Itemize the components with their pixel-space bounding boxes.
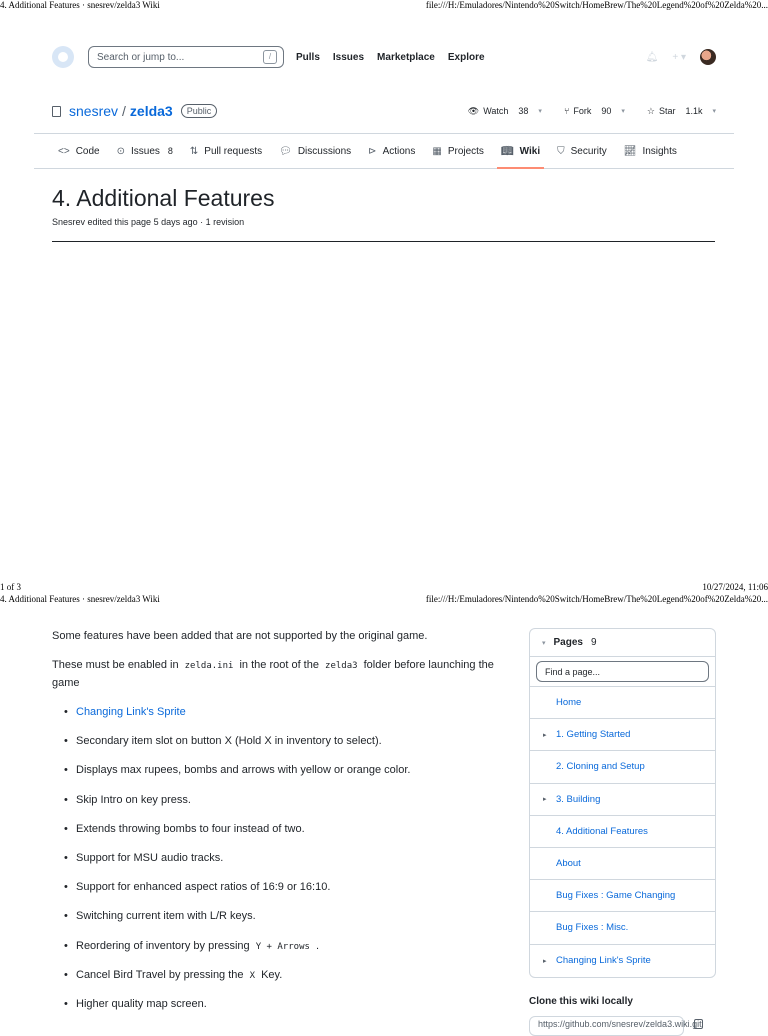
sidebar-item-home[interactable]: Home <box>530 687 715 719</box>
play-icon: ⊳ <box>368 145 377 157</box>
sidebar-item-additional-features[interactable]: 4. Additional Features <box>530 816 715 848</box>
list-item: • Secondary item slot on button X (Hold X in inventory to select). <box>62 733 512 762</box>
code-icon: <> <box>58 145 70 157</box>
repo-separator: / <box>122 103 126 119</box>
caret-right-icon[interactable]: ▸ <box>543 957 547 965</box>
copy-icon[interactable] <box>694 1019 703 1029</box>
watch-count: 38 <box>518 106 529 116</box>
tab-label: Pull requests <box>204 145 263 157</box>
list-item <box>62 967 512 996</box>
pull-request-icon: ⇅ <box>189 145 199 157</box>
wiki-content <box>52 628 512 1025</box>
nav-explore[interactable]: Explore <box>447 51 485 63</box>
eye-icon: 👁︎ <box>467 105 480 116</box>
issue-icon: ⊙ <box>116 145 125 157</box>
tab-label: Discussions <box>297 145 352 157</box>
tab-pull-requests[interactable] <box>190 134 262 168</box>
tab-label: Insights <box>642 145 677 157</box>
fork-count: 90 <box>601 106 612 116</box>
enable-text-part: folder before launching the game <box>52 659 494 689</box>
tab-label: Projects <box>447 145 484 157</box>
print-title: 4. Additional Features · snesrev/zelda3 Wiki <box>0 594 160 604</box>
enable-text-part: These must be enabled in <box>52 659 182 671</box>
caret-right-icon[interactable]: ▸ <box>543 731 547 739</box>
list-item: • Switching current item with L/R keys. <box>62 908 512 937</box>
pages-count: 9 <box>590 637 597 648</box>
caret-right-icon[interactable]: ▸ <box>543 796 547 804</box>
avatar[interactable] <box>700 49 716 65</box>
print-datetime: 10/27/2024, 11:06 <box>702 582 768 592</box>
discussion-icon: 💬︎ <box>279 145 292 157</box>
list-item-text: . <box>312 939 320 952</box>
search-placeholder: Search or jump to... <box>97 51 185 63</box>
page-number: 1 of 3 <box>0 582 21 592</box>
fork-icon: ⑂ <box>563 106 570 116</box>
search-input[interactable] <box>88 46 284 68</box>
tab-discussions[interactable] <box>279 134 351 168</box>
list-item-text: Reordering of inventory by pressing <box>76 939 253 952</box>
sidebar-item-bugfix-game[interactable]: Bug Fixes : Game Changing <box>530 880 715 912</box>
sidebar-item-building[interactable] <box>530 784 715 816</box>
list-item: • Support for MSU audio tracks. <box>62 850 512 879</box>
tab-count: 8 <box>167 146 173 156</box>
list-item: • Support for enhanced aspect ratios of 16:9 or 16:10. <box>62 879 512 908</box>
tab-label: Issues <box>130 145 160 157</box>
clone-title: Clone this wiki locally <box>529 996 633 1007</box>
sidebar-item-cloning[interactable]: 2. Cloning and Setup <box>530 751 715 783</box>
star-button[interactable] <box>647 106 716 117</box>
nav-pulls[interactable]: Pulls <box>296 51 320 63</box>
tab-actions[interactable] <box>368 134 415 168</box>
star-label: Star <box>658 106 676 116</box>
enable-text <box>52 657 512 692</box>
fork-label: Fork <box>573 106 592 116</box>
watch-button[interactable] <box>468 106 542 117</box>
tab-label: Code <box>75 145 100 157</box>
visibility-badge: Public <box>181 104 218 118</box>
sidebar-item-bugfix-misc[interactable]: Bug Fixes : Misc. <box>530 912 715 944</box>
fork-button[interactable] <box>564 106 625 116</box>
tab-code[interactable] <box>58 134 100 168</box>
sidebar-item-label: 1. Getting Started <box>556 729 631 741</box>
tab-label: Security <box>570 145 607 157</box>
nav-marketplace[interactable]: Marketplace <box>377 51 435 63</box>
code-x-key: X <box>249 970 256 981</box>
sidebar-item-getting-started[interactable] <box>530 719 715 751</box>
clone-url-input[interactable]: https://github.com/snesrev/zelda3.wiki.git <box>529 1016 684 1036</box>
list-item <box>62 938 512 967</box>
enable-text-part: in the root of the <box>236 659 323 671</box>
watch-label: Watch <box>483 106 509 116</box>
tab-label: Actions <box>382 145 416 157</box>
repo-tabs <box>34 133 734 169</box>
top-nav <box>296 52 485 63</box>
repo-owner-link[interactable]: snesrev <box>69 103 119 119</box>
graph-icon: 📈︎ <box>623 145 637 157</box>
sidebar-item-about[interactable]: About <box>530 848 715 880</box>
repo-actions <box>446 106 716 117</box>
feature-list <box>62 704 512 1025</box>
plus-icon[interactable]: + ▾ <box>672 51 686 63</box>
shield-icon: ⛉ <box>557 145 565 157</box>
chevron-down-icon: ▾ <box>542 639 546 647</box>
list-item: • Displays max rupees, bombs and arrows with yellow or orange color. <box>62 762 512 791</box>
chevron-down-icon: ▾ <box>538 108 542 115</box>
tab-security[interactable] <box>557 134 607 168</box>
nav-issues[interactable]: Issues <box>332 51 365 63</box>
book-icon: 📖︎ <box>500 145 514 157</box>
star-count: 1.1k <box>685 106 703 116</box>
find-page-wrapper <box>530 657 715 687</box>
repo-name-link[interactable]: zelda3 <box>129 103 173 119</box>
print-header <box>0 0 768 10</box>
search-shortcut-key: / <box>263 50 277 64</box>
page-title: 4. Additional Features <box>52 185 275 211</box>
sidebar-item-label: 3. Building <box>556 793 601 805</box>
pages-header[interactable] <box>530 629 715 657</box>
repo-title-row <box>52 101 716 121</box>
changing-sprite-link[interactable]: Changing Link's Sprite <box>76 706 186 718</box>
pages-label: Pages <box>553 637 583 648</box>
intro-text: Some features have been added that are not supported by the original game. <box>52 630 428 642</box>
repo-icon <box>52 106 61 117</box>
print-footer <box>0 582 768 592</box>
chevron-down-icon[interactable]: ▾ <box>712 108 716 115</box>
find-page-input[interactable]: Find a page... <box>536 661 709 682</box>
code-zelda-ini: zelda.ini <box>184 661 234 671</box>
github-header <box>52 42 716 72</box>
tab-wiki[interactable] <box>501 134 540 168</box>
chevron-down-icon[interactable]: ▾ <box>621 108 625 115</box>
table-icon: ▦ <box>432 145 442 157</box>
page-meta: Snesrev edited this page 5 days ago · 1 revision <box>52 217 245 227</box>
header-actions <box>646 49 716 65</box>
list-item-text: Key. <box>258 968 283 981</box>
sidebar-item-changing-sprite[interactable] <box>530 945 715 977</box>
print-title: 4. Additional Features · snesrev/zelda3 Wiki <box>0 0 160 10</box>
tab-insights[interactable] <box>624 134 677 168</box>
list-item: • Skip Intro on key press. <box>62 792 512 821</box>
print-url: file:///H:/Emuladores/Nintendo%20Switch/HomeBrew/The%20Legend%20of%20Zelda%20... <box>425 594 768 604</box>
list-item: • Extends throwing bombs to four instead of two. <box>62 821 512 850</box>
tab-label: Wiki <box>519 145 541 157</box>
print-url: file:///H:/Emuladores/Nintendo%20Switch/HomeBrew/The%20Legend%20of%20Zelda%20... <box>425 0 768 10</box>
star-icon: ☆ <box>646 105 655 116</box>
github-logo-icon[interactable] <box>52 46 74 68</box>
title-divider <box>52 241 715 242</box>
sidebar-item-label: Changing Link's Sprite <box>556 955 651 967</box>
pages-sidebar <box>529 628 716 978</box>
code-y-arrows: Y + Arrows <box>255 941 310 952</box>
list-item-text: Cancel Bird Travel by pressing the <box>76 968 247 981</box>
tab-projects[interactable] <box>432 134 484 168</box>
list-item: • Higher quality map screen. <box>62 996 512 1025</box>
list-item <box>62 704 512 733</box>
code-zelda3: zelda3 <box>325 661 358 671</box>
bell-icon[interactable]: 🔔︎ <box>645 51 659 63</box>
print-header <box>0 594 768 604</box>
tab-issues[interactable] <box>117 134 173 168</box>
